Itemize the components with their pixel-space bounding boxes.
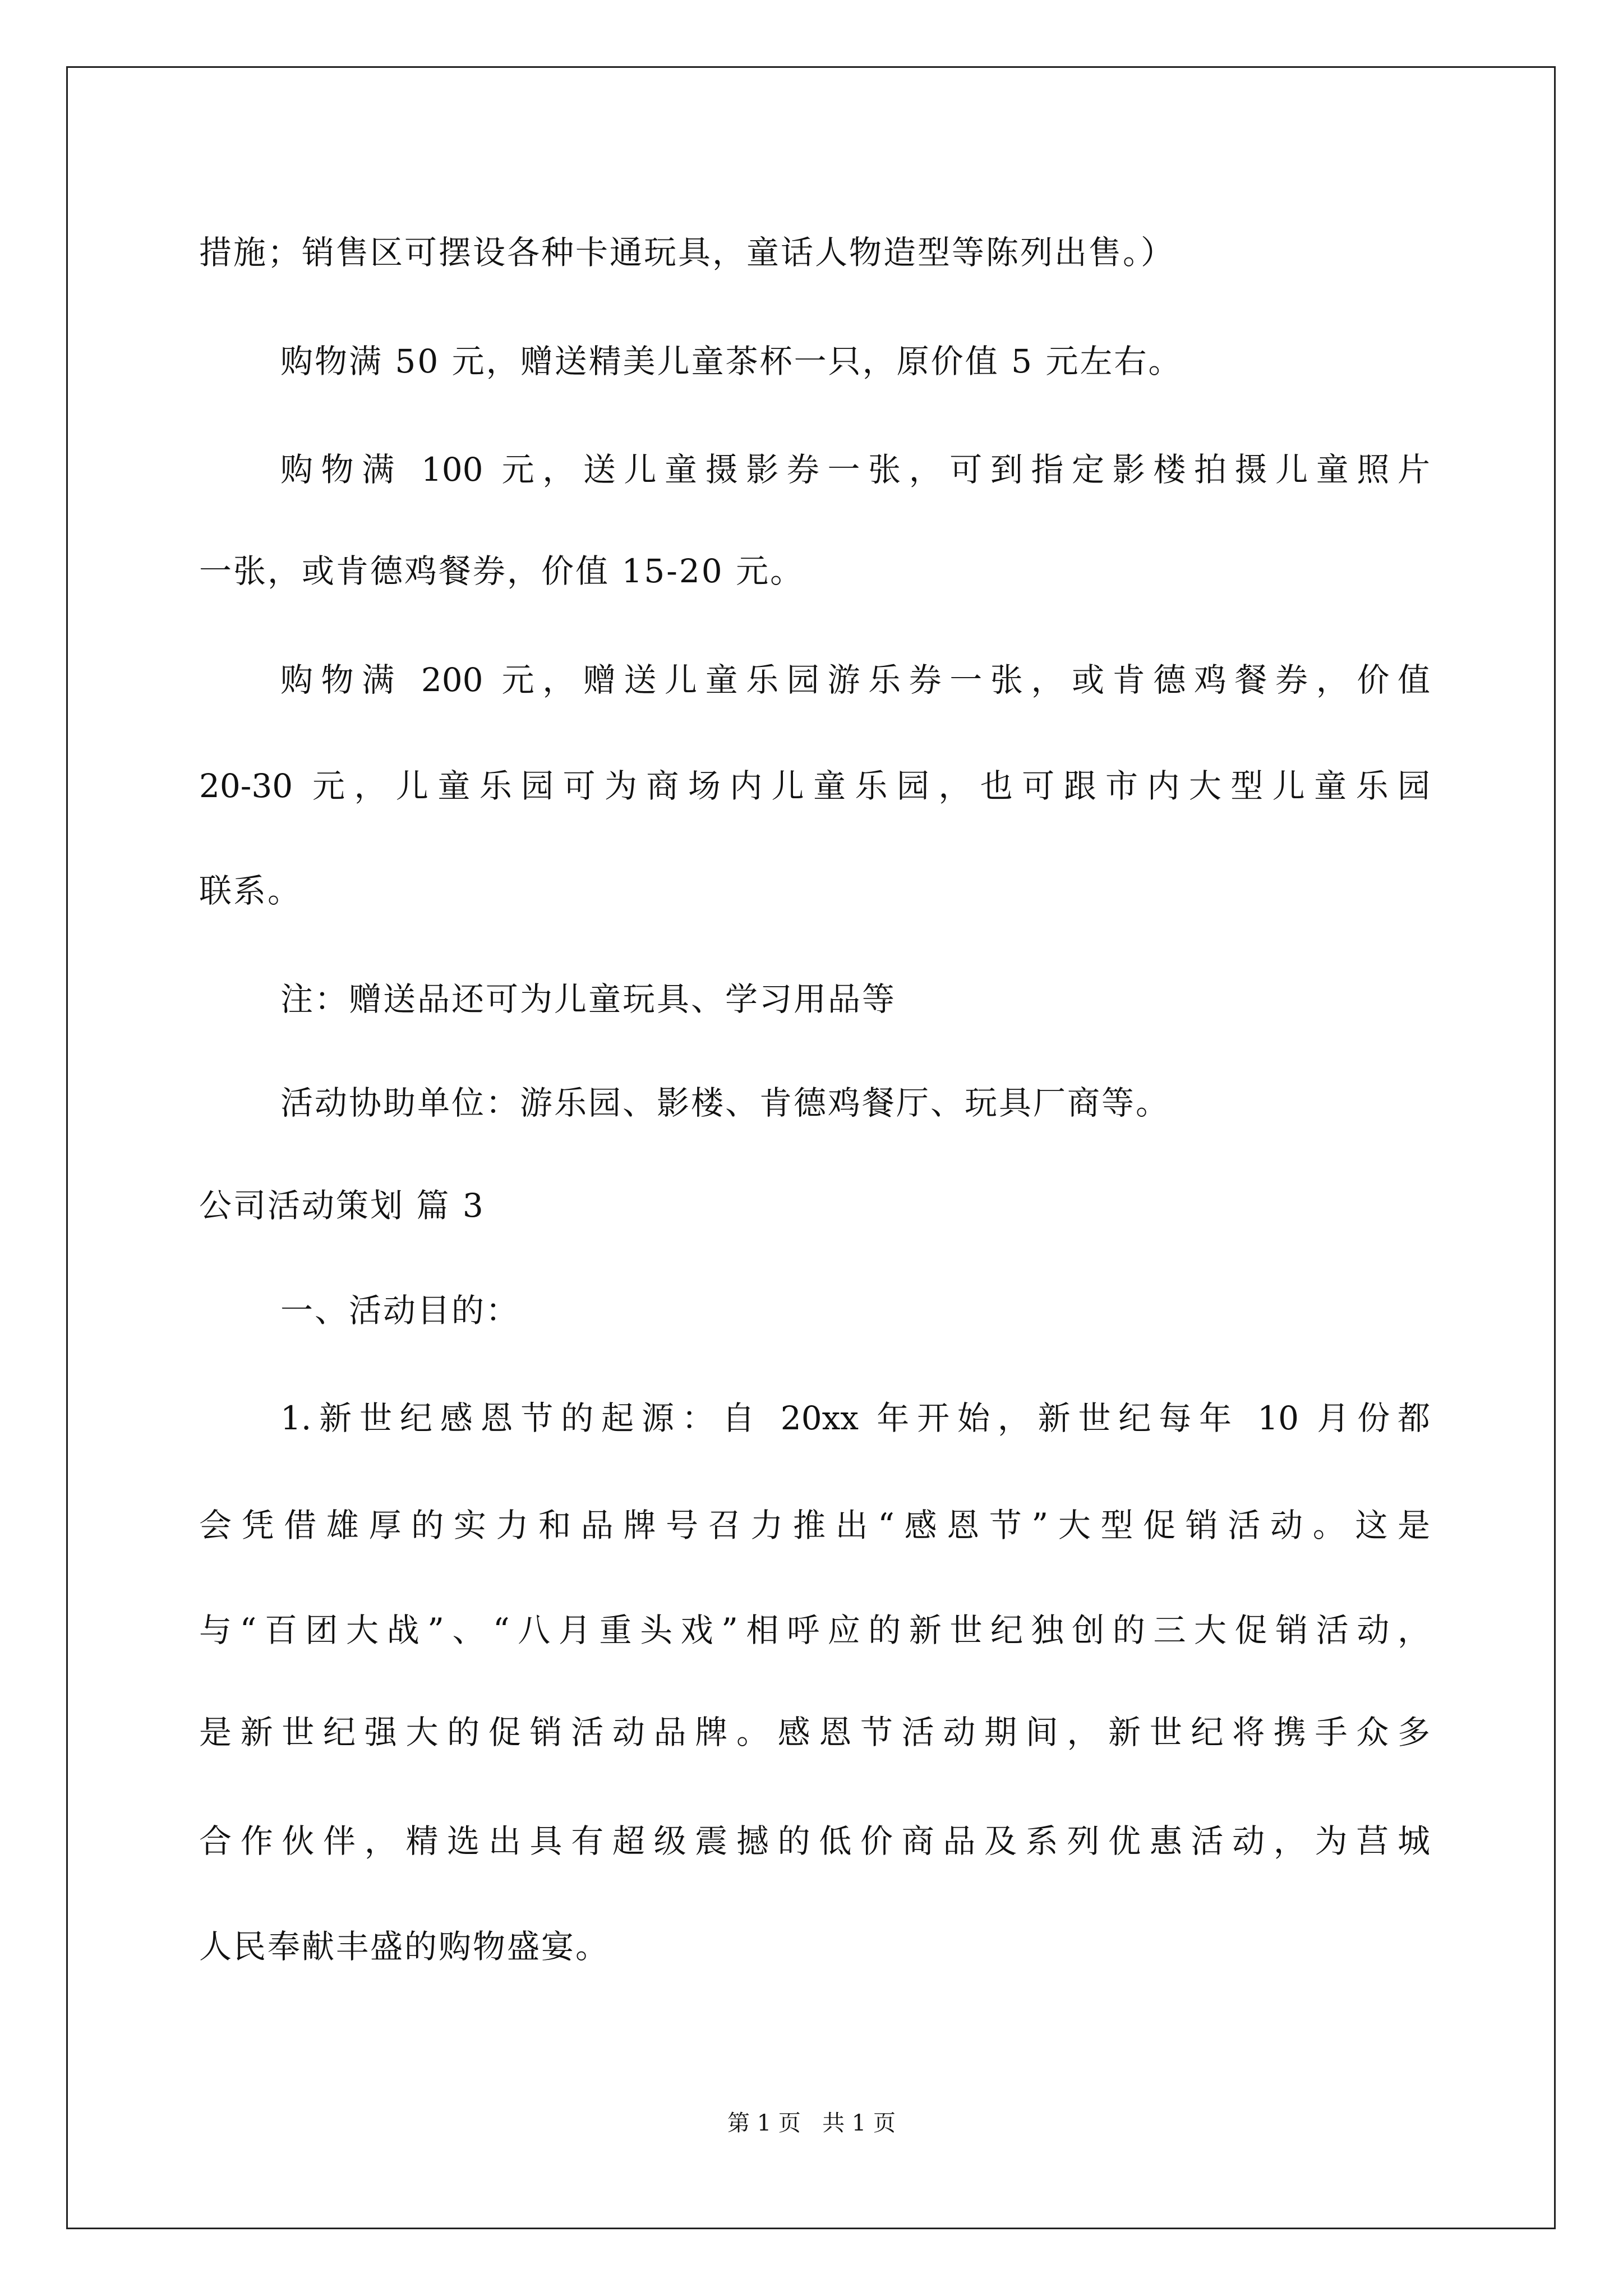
text-line-13: 会凭借雄厚的实力和品牌号召力推出“感恩节”大型促销活动。这是 [199, 1506, 1430, 1544]
page-footer: 第 1 页 共 1 页 [727, 2110, 896, 2136]
text-line-16: 合作伙伴，精选出具有超级震撼的低价商品及系列优惠活动，为莒城 [199, 1822, 1430, 1860]
text-line-1: 措施；销售区可摆设各种卡通玩具，童话人物造型等陈列出售。） [199, 233, 1175, 272]
page-border [66, 66, 1556, 2229]
text-line-3: 购物满 100 元，送儿童摄影券一张，可到指定影楼拍摄儿童照片 [280, 450, 1430, 489]
text-line-2: 购物满 50 元，赠送精美儿童茶杯一只，原价值 5 元左右。 [280, 342, 1183, 380]
text-line-14: 与“百团大战”、“八月重头戏”相呼应的新世纪独创的三大促销活动， [199, 1611, 1430, 1649]
text-line-8: 注：赠送品还可为儿童玩具、学习用品等 [280, 980, 897, 1018]
section-heading: 公司活动策划 篇 3 [199, 1186, 485, 1225]
text-line-5: 购物满 200 元，赠送儿童乐园游乐券一张，或肯德鸡餐券，价值 [280, 661, 1430, 699]
text-line-17: 人民奉献丰盛的购物盛宴。 [199, 1927, 610, 1966]
text-line-9: 活动协助单位：游乐园、影楼、肯德鸡餐厅、玩具厂商等。 [280, 1084, 1170, 1122]
text-line-4: 一张，或肯德鸡餐券，价值 15-20 元。 [199, 552, 805, 590]
text-line-15: 是新世纪强大的促销活动品牌。感恩节活动期间，新世纪将携手众多 [199, 1713, 1430, 1751]
text-line-12: 1.新世纪感恩节的起源：自 20xx 年开始，新世纪每年 10 月份都 [280, 1399, 1430, 1437]
text-line-6: 20-30 元，儿童乐园可为商场内儿童乐园，也可跟市内大型儿童乐园 [199, 767, 1430, 805]
text-line-7: 联系。 [199, 872, 302, 910]
text-line-11: 一、活动目的： [280, 1291, 520, 1329]
